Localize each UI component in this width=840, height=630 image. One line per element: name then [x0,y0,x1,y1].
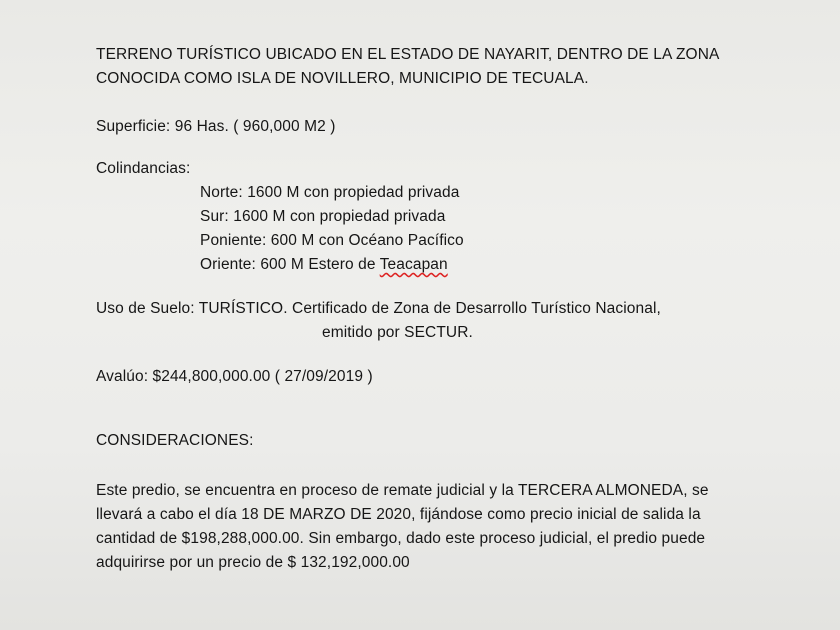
title-line-2: CONOCIDA COMO ISLA DE NOVILLERO, MUNICIPIO DE TECUALA. [96,70,589,87]
colindancia-oriente [200,254,448,276]
colindancias-label: Colindancias: [96,160,191,177]
title-line-1: TERRENO TURÍSTICO UBICADO EN EL ESTADO DE NAYARIT, DENTRO DE LA ZONA [96,46,720,63]
consideraciones-line-3: cantidad de $198,288,000.00. Sin embargo, dado este proceso judicial, el predio puede [96,530,706,547]
superficie-text: Superficie: 96 Has. ( 960,000 M2 ) [96,118,336,135]
colindancia-sur: Sur: 1600 M con propiedad privada [200,208,446,225]
colindancia-norte: Norte: 1600 M con propiedad privada [200,184,460,201]
oriente-place: Teacapan [379,256,448,273]
colindancia-poniente: Poniente: 600 M con Océano Pacífico [200,232,464,249]
consideraciones-line-4: adquirirse por un precio de $ 132,192,000.00 [96,554,410,571]
uso-de-suelo-line-1: Uso de Suelo: TURÍSTICO. Certificado de Zona de Desarrollo Turístico Nacional, [96,300,661,317]
consideraciones-line-1: Este predio, se encuentra en proceso de remate judicial y la TERCERA ALMONEDA, se [96,482,709,499]
consideraciones-label: CONSIDERACIONES: [96,432,254,449]
uso-de-suelo-line-2: emitido por SECTUR. [322,324,473,341]
oriente-prefix: Oriente: 600 M Estero de [200,256,380,273]
avaluo-text: Avalúo: $244,800,000.00 ( 27/09/2019 ) [96,368,373,385]
consideraciones-line-2: llevará a cabo el día 18 DE MARZO DE 2020, fijándose como precio inicial de salida la [96,506,701,523]
